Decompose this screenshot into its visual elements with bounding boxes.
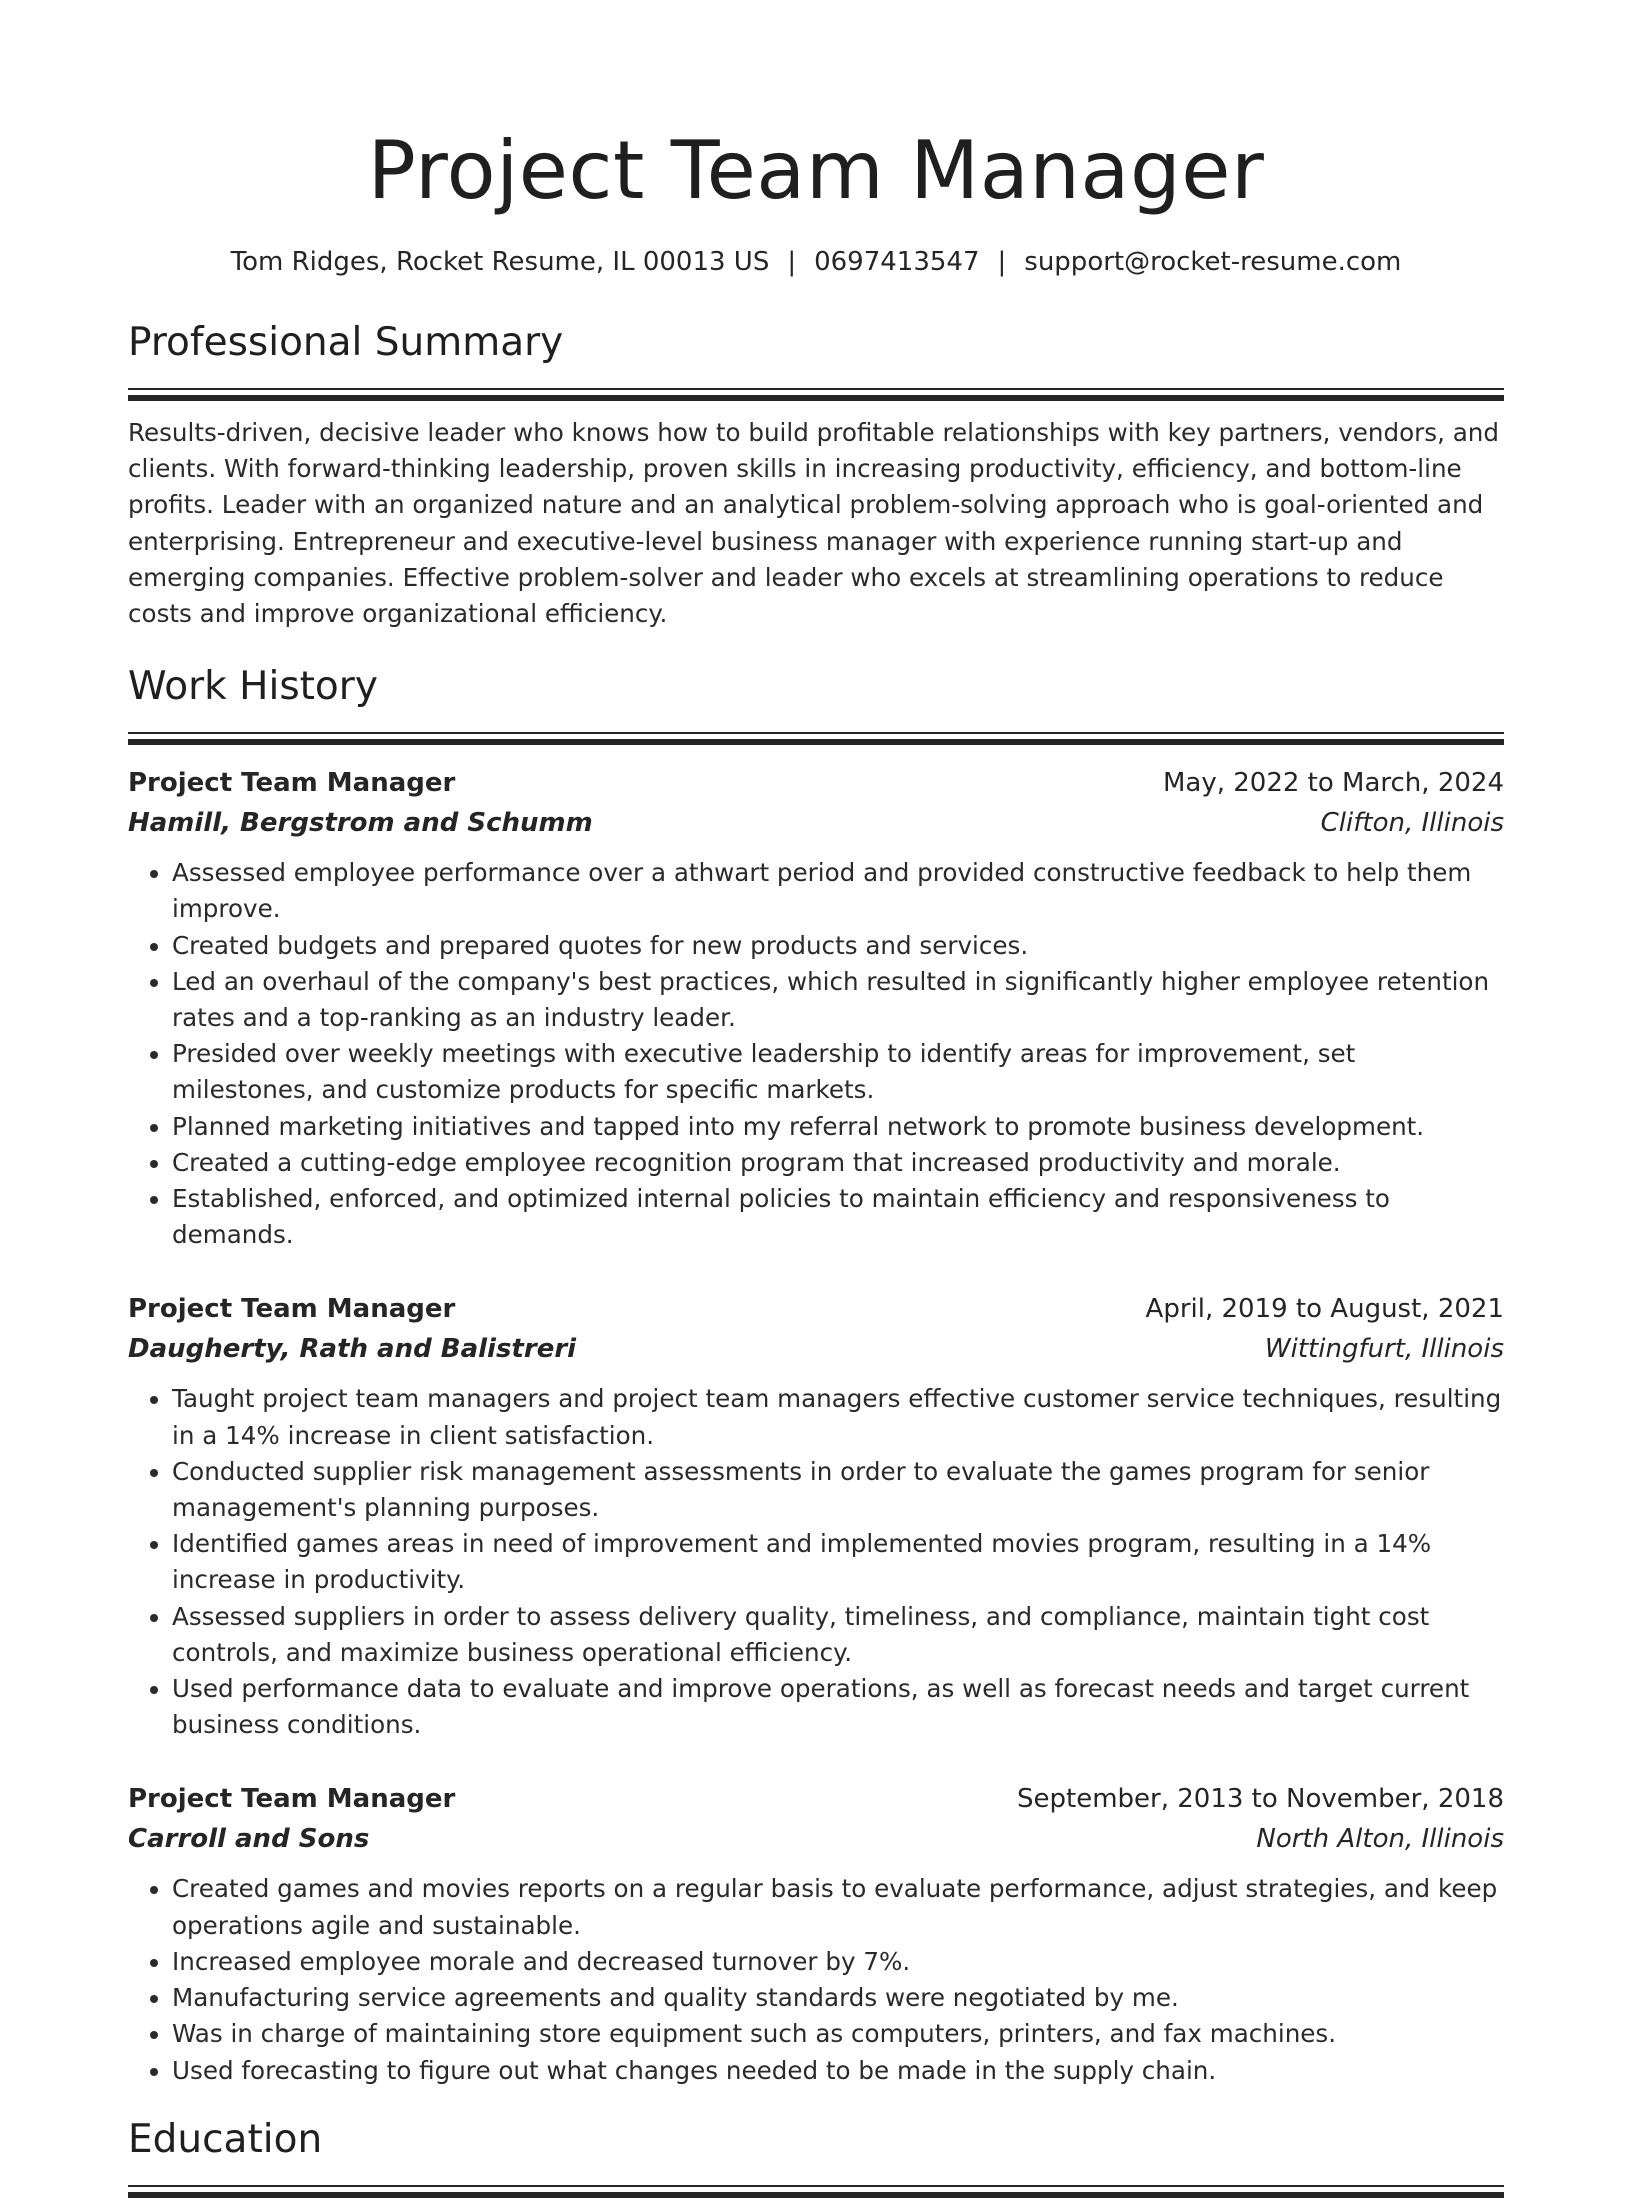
work-history-heading: Work History xyxy=(128,664,378,710)
job-bullet: • Conducted supplier risk management assessments in order to evaluate the games program for senior management's planning purposes. xyxy=(172,1454,1504,1526)
job-bullet: • Manufacturing service agreements and quality standards were negotiated by me. xyxy=(172,1980,1504,2016)
job-bullet-list xyxy=(128,1381,1504,1743)
job-title: Project Team Manager xyxy=(128,768,456,799)
job-bullet: • Increased employee morale and decreased turnover by 7%. xyxy=(172,1944,1504,1980)
job-bullet: • Was in charge of maintaining store equipment such as computers, printers, and fax machines. xyxy=(172,2016,1504,2052)
job-bullet: • Established, enforced, and optimized internal policies to maintain efficiency and responsiveness to demands. xyxy=(172,1181,1504,1253)
contact-separator: | xyxy=(997,247,1007,277)
job-bullet: • Planned marketing initiatives and tapped into my referral network to promote business development. xyxy=(172,1109,1504,1145)
job-company: Hamill, Bergstrom and Schumm xyxy=(128,808,593,839)
summary-heading: Professional Summary xyxy=(128,320,564,365)
job-bullet: • Assessed employee performance over a athwart period and provided constructive feedback to help them improve. xyxy=(172,855,1504,927)
contact-address: Tom Ridges, Rocket Resume, IL 00013 US xyxy=(230,247,770,277)
section-divider xyxy=(128,388,1504,390)
section-divider xyxy=(128,2185,1504,2187)
job-bullet: • Used forecasting to figure out what changes needed to be made in the supply chain. xyxy=(172,2053,1504,2089)
job-company: Daugherty, Rath and Balistreri xyxy=(128,1334,577,1365)
resume-title: Project Team Manager xyxy=(367,124,1265,217)
section-divider-thick xyxy=(128,739,1504,745)
summary-text: Results-driven, decisive leader who knows how to build profitable relationships with key partners, vendors, and clients. With forward-thinking leadership, proven skills in increasing productivity, efficiency, and bottom-line profits. Leader with an organized nature and an analytical problem-solving approach who is goal-oriented and enterprising. Entrepreneur and executive-level business manager with experience running start-up and emerging companies. Effective problem-solver and leader who excels at streamlining operations to reduce costs and improve organizational efficiency. xyxy=(128,418,1500,629)
job-location: Wittingfurt, Illinois xyxy=(1264,1334,1504,1365)
section-divider xyxy=(128,732,1504,734)
contact-email: support@rocket-resume.com xyxy=(1024,247,1402,277)
education-heading: Education xyxy=(128,2116,323,2162)
job-bullet-list xyxy=(128,1871,1504,2088)
section-divider-thick xyxy=(128,2192,1504,2198)
job-bullet: • Taught project team managers and project team managers effective customer service techniques, resulting in a 14% increase in client satisfaction. xyxy=(172,1381,1504,1453)
job-company-row xyxy=(128,1819,1504,1859)
job-dates: May, 2022 to March, 2024 xyxy=(1162,768,1504,799)
job-company-row xyxy=(128,1329,1504,1369)
job-entry xyxy=(128,763,1504,1253)
work-history-section xyxy=(128,662,1504,2088)
contact-separator: | xyxy=(787,247,797,277)
job-location: Clifton, Illinois xyxy=(1320,808,1504,839)
job-bullet: • Created games and movies reports on a regular basis to evaluate performance, adjust strategies, and keep operations agile and sustainable. xyxy=(172,1871,1504,1943)
job-bullet: • Created budgets and prepared quotes for new products and services. xyxy=(172,928,1504,964)
job-bullet: • Identified games areas in need of improvement and implemented movies program, resulting in a 14% increase in productivity. xyxy=(172,1526,1504,1598)
job-company-row xyxy=(128,803,1504,843)
summary-section xyxy=(128,318,1504,632)
job-bullet: • Presided over weekly meetings with executive leadership to identify areas for improvement, set milestones, and customize products for specific markets. xyxy=(172,1036,1504,1108)
job-title: Project Team Manager xyxy=(128,1294,456,1325)
education-section xyxy=(128,2115,1504,2198)
job-bullet: • Created a cutting-edge employee recognition program that increased productivity and morale. xyxy=(172,1145,1504,1181)
job-bullet: • Used performance data to evaluate and improve operations, as well as forecast needs and target current business conditions. xyxy=(172,1671,1504,1743)
job-entry xyxy=(128,1779,1504,2088)
job-header-row xyxy=(128,763,1504,803)
job-entry xyxy=(128,1289,1504,1743)
job-bullet: • Assessed suppliers in order to assess delivery quality, timeliness, and compliance, maintain tight cost controls, and maximize business operational efficiency. xyxy=(172,1599,1504,1671)
contact-line xyxy=(128,244,1504,280)
job-dates: April, 2019 to August, 2021 xyxy=(1145,1294,1504,1325)
job-company: Carroll and Sons xyxy=(128,1824,370,1855)
job-dates: September, 2013 to November, 2018 xyxy=(1017,1784,1504,1815)
job-title: Project Team Manager xyxy=(128,1784,456,1815)
job-bullet: • Led an overhaul of the company's best practices, which resulted in significantly higher employee retention rates and a top-ranking as an industry leader. xyxy=(172,964,1504,1036)
job-location: North Alton, Illinois xyxy=(1256,1824,1504,1855)
job-header-row xyxy=(128,1289,1504,1329)
job-header-row xyxy=(128,1779,1504,1819)
job-bullet-list xyxy=(128,855,1504,1253)
contact-phone: 0697413547 xyxy=(814,247,980,277)
section-divider-thick xyxy=(128,395,1504,401)
